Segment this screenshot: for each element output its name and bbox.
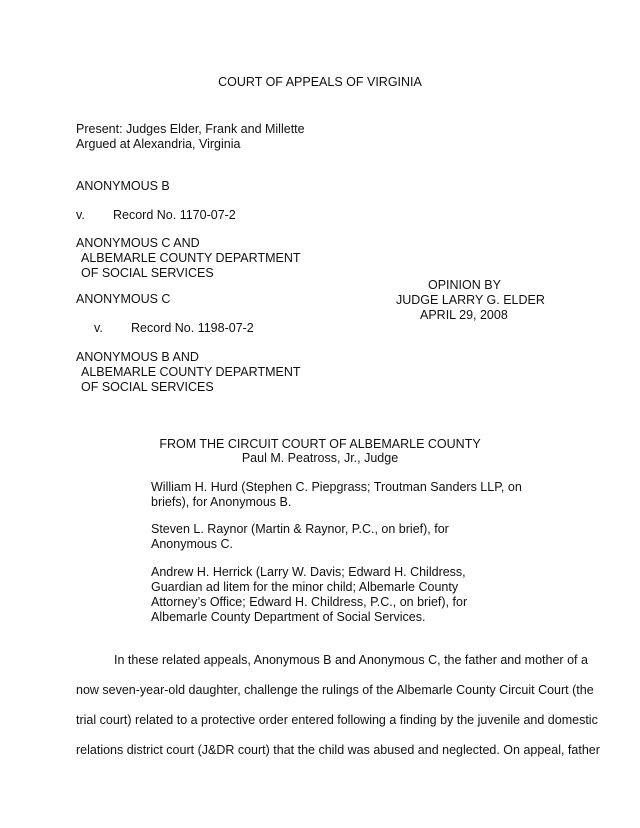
opinion-label: OPINION BY <box>428 278 501 292</box>
case2-versus: v. <box>94 321 103 335</box>
body-line: In these related appeals, Anonymous B and Anonymous C, the father and mother of a <box>114 653 588 667</box>
counsel-line: Guardian ad litem for the minor child; Albemarle County <box>151 580 459 594</box>
counsel-entry <box>151 565 467 625</box>
case2-opposing-parties <box>76 350 301 395</box>
body-line: now seven-year-old daughter, challenge the rulings of the Albemarle County Circuit Court (the <box>76 683 594 697</box>
present-block <box>76 122 305 152</box>
case2-opposing-line: OF SOCIAL SERVICES <box>81 380 214 394</box>
case2-party: ANONYMOUS C <box>76 292 171 306</box>
lower-court-title: FROM THE CIRCUIT COURT OF ALBEMARLE COUNTY <box>159 437 481 451</box>
opinion-block <box>396 278 545 323</box>
counsel-entry <box>151 522 449 552</box>
counsel-line: briefs), for Anonymous B. <box>151 495 292 509</box>
case1-opposing-line: OF SOCIAL SERVICES <box>81 266 214 280</box>
case1-opposing-line: ANONYMOUS C AND <box>76 236 200 250</box>
argued-at: Argued at Alexandria, Virginia <box>76 137 241 151</box>
counsel-line: William H. Hurd (Stephen C. Piepgrass; Troutman Sanders LLP, on <box>151 480 522 494</box>
case1-opposing-line: ALBEMARLE COUNTY DEPARTMENT <box>81 251 301 265</box>
court-title: COURT OF APPEALS OF VIRGINIA <box>218 75 422 89</box>
counsel-line: Albemarle County Department of Social Services. <box>151 610 426 624</box>
case1-opposing-parties <box>76 236 301 281</box>
counsel-line: Andrew H. Herrick (Larry W. Davis; Edward H. Childress, <box>151 565 466 579</box>
case1-record-number: Record No. 1170-07-2 <box>113 208 236 222</box>
case2-opposing-line: ALBEMARLE COUNTY DEPARTMENT <box>81 365 301 379</box>
case1-party: ANONYMOUS B <box>76 179 170 193</box>
body-line: relations district court (J&DR court) that the child was abused and neglected. On appeal, father <box>76 743 600 757</box>
counsel-line: Attorney’s Office; Edward H. Childress, P.C., on brief), for <box>151 595 468 609</box>
case2-opposing-line: ANONYMOUS B AND <box>76 350 199 364</box>
case1-versus: v. <box>76 208 85 222</box>
lower-court-judge: Paul M. Peatross, Jr., Judge <box>241 451 399 465</box>
body-line: trial court) related to a protective order entered following a finding by the juvenile and domestic <box>76 713 598 727</box>
opinion-date: APRIL 29, 2008 <box>420 308 508 322</box>
case2-record-number: Record No. 1198-07-2 <box>131 321 254 335</box>
counsel-line: Anonymous C. <box>151 537 233 551</box>
counsel-entry <box>151 480 522 510</box>
present-judges: Present: Judges Elder, Frank and Millette <box>76 122 305 136</box>
opinion-judge: JUDGE LARRY G. ELDER <box>396 293 545 307</box>
counsel-line: Steven L. Raynor (Martin & Raynor, P.C., on brief), for <box>151 522 449 536</box>
